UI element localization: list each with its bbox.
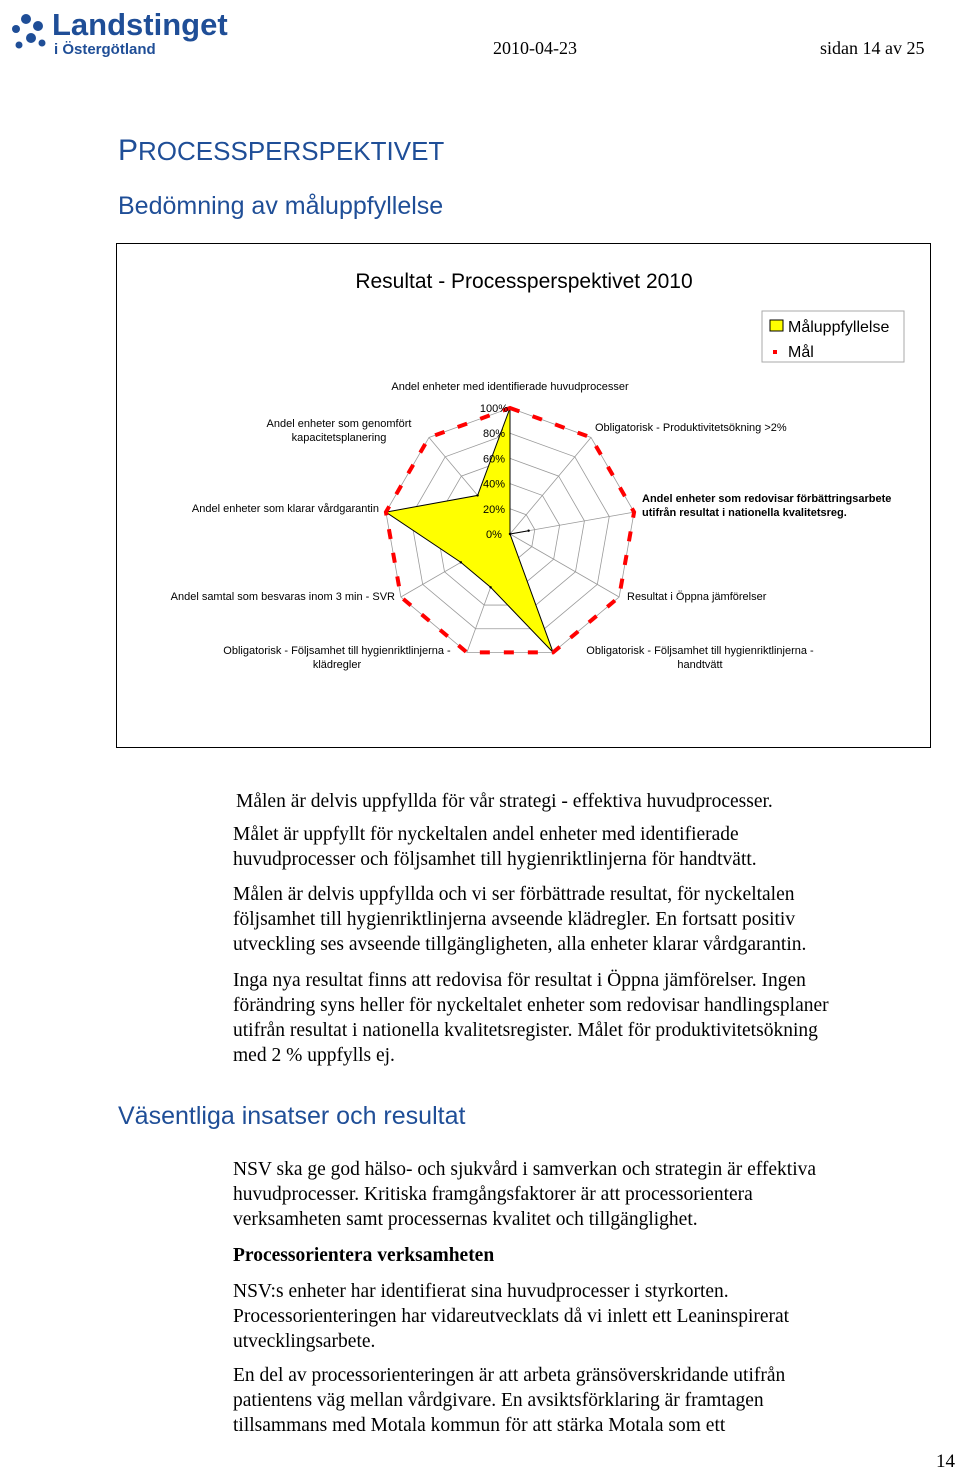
insatser-paragraph-3: [233, 1363, 785, 1438]
tick-label: 20%: [482, 503, 506, 516]
header-page-label: sidan 14 av 25: [820, 38, 925, 58]
tick-label: 100%: [479, 403, 509, 415]
axis-label: utifrån resultat i nationella kvalitetsreg.: [642, 507, 847, 519]
series-maluppfyllelse-point: [509, 533, 511, 535]
assessment-paragraph-4: [233, 968, 829, 1068]
text-line: NSV:s enheter har identifierat sina huvudprocesser i styrkorten.: [233, 1281, 729, 1302]
axis-label: klädregler: [312, 659, 362, 671]
page-number: 14: [936, 1451, 955, 1472]
assessment-paragraph-2: [233, 822, 757, 872]
section-title: [118, 134, 444, 168]
text-line: verksamheten samt processernas kvalitet och tillgänglighet.: [233, 1209, 698, 1230]
axis-label: Andel enheter med identifierade huvudprocesser: [391, 381, 629, 393]
sub-title: Bedömning av måluppfyllelse: [118, 192, 444, 220]
header-date: 2010-04-23: [493, 38, 577, 58]
legend-label-maluppfyllelse: Måluppfyllelse: [788, 319, 890, 336]
text-line: tillsammans med Motala kommun för att stärka Motala som ett: [233, 1415, 726, 1436]
assessment-paragraph-1: [236, 789, 773, 814]
logo-line2: i Östergötland: [54, 41, 156, 58]
text-line: En del av processorienteringen är att arbeta gränsöverskridande utifrån: [233, 1365, 786, 1386]
legend-label-mal: Mål: [788, 344, 814, 361]
text-line: följsamhet till hygienriktlinjerna avseende klädregler. En fortsatt positiv: [233, 909, 796, 930]
series-maluppfyllelse-point: [489, 586, 491, 588]
insatser-paragraph-1: [233, 1157, 816, 1232]
tick-label: 80%: [482, 428, 506, 441]
sub-heading-processorientera: Processorientera verksamheten: [233, 1245, 495, 1266]
series-maluppfyllelse-point: [476, 494, 478, 496]
text-line: Målet är uppfyllt för nyckeltalen andel enheter med identifierade: [233, 824, 739, 845]
text-line: med 2 % uppfylls ej.: [233, 1045, 395, 1066]
axis-label: Obligatorisk - Följsamhet till hygienriktlinjerna -: [223, 645, 451, 657]
tick-label: 40%: [482, 478, 506, 491]
text-line: huvudprocesser och följsamhet till hygienriktlinjerna för handtvätt.: [233, 849, 757, 870]
radar-chart: [117, 244, 932, 749]
text-line: NSV ska ge god hälso- och sjukvård i samverkan och strategin är effektiva: [233, 1159, 817, 1180]
axis-label: Andel enheter som redovisar förbättringsarbete: [642, 493, 892, 505]
insatser-paragraph-2: [233, 1279, 789, 1354]
text-line: Inga nya resultat finns att redovisa för resultat i Öppna jämförelser. Ingen: [233, 970, 806, 991]
radar-chart-frame: [116, 243, 931, 748]
text-line: huvudprocesser. Kritiska framgångsfaktorer är att processorientera: [233, 1184, 753, 1205]
text-line: Målen är delvis uppfyllda och vi ser förbättrade resultat, för nyckeltalen: [233, 884, 795, 905]
text-line: utvecklingsarbete.: [233, 1331, 376, 1352]
landstinget-logo: [4, 2, 244, 58]
axis-label: Andel samtal som besvaras inom 3 min - SVR: [170, 591, 395, 603]
axis-label: Obligatorisk - Följsamhet till hygienriktlinjerna -: [586, 645, 814, 657]
axis-label: kapacitetsplanering: [291, 432, 387, 444]
text-line: patientens väg mellan vårdgivare. En avsiktsförklaring är framtagen: [233, 1390, 764, 1411]
axis-label: handtvätt: [677, 659, 723, 671]
tick-label: 60%: [482, 453, 506, 466]
logo-emblem-icon: [12, 14, 46, 49]
section-heading-2: Väsentliga insatser och resultat: [118, 1102, 466, 1130]
series-maluppfyllelse-point: [527, 530, 529, 532]
chart-title: Resultat - Processperspektivet 2010: [355, 270, 693, 293]
text-line: förändring syns heller för nyckeltalet enheter som redovisar handlingsplaner: [233, 995, 829, 1016]
text-line: utveckling ses avseende tillgängligheten, alla enheter klarar vårdgarantin.: [233, 934, 807, 955]
axis-label: Obligatorisk - Produktivitetsökning >2%: [595, 422, 787, 434]
axis-spoke: [510, 437, 591, 534]
axis-label: Resultat i Öppna jämförelser: [627, 591, 767, 603]
tick-label: 0%: [486, 529, 502, 541]
section-title-first-letter: P: [118, 134, 139, 167]
text-line: Processorienteringen har vidareutvecklats då vi inlett ett Leaninspirerat: [233, 1306, 790, 1327]
text-line: Målen är delvis uppfyllda för vår strategi - effektiva huvudprocesser.: [236, 791, 773, 812]
series-maluppfyllelse-point: [460, 561, 462, 563]
axis-label: Andel enheter som klarar vårdgarantin: [191, 503, 379, 515]
text-line: utifrån resultat i nationella kvalitetsregister. Målet för produktivitetsökning: [233, 1020, 818, 1041]
section-title-rest: ROCESSPERSPEKTIVET: [138, 136, 445, 166]
axis-label: Andel enheter som genomfört: [266, 418, 412, 430]
assessment-paragraph-3: [233, 882, 806, 957]
logo-line1: Landstinget: [52, 7, 228, 42]
legend-swatch-maluppfyllelse: [770, 320, 783, 331]
